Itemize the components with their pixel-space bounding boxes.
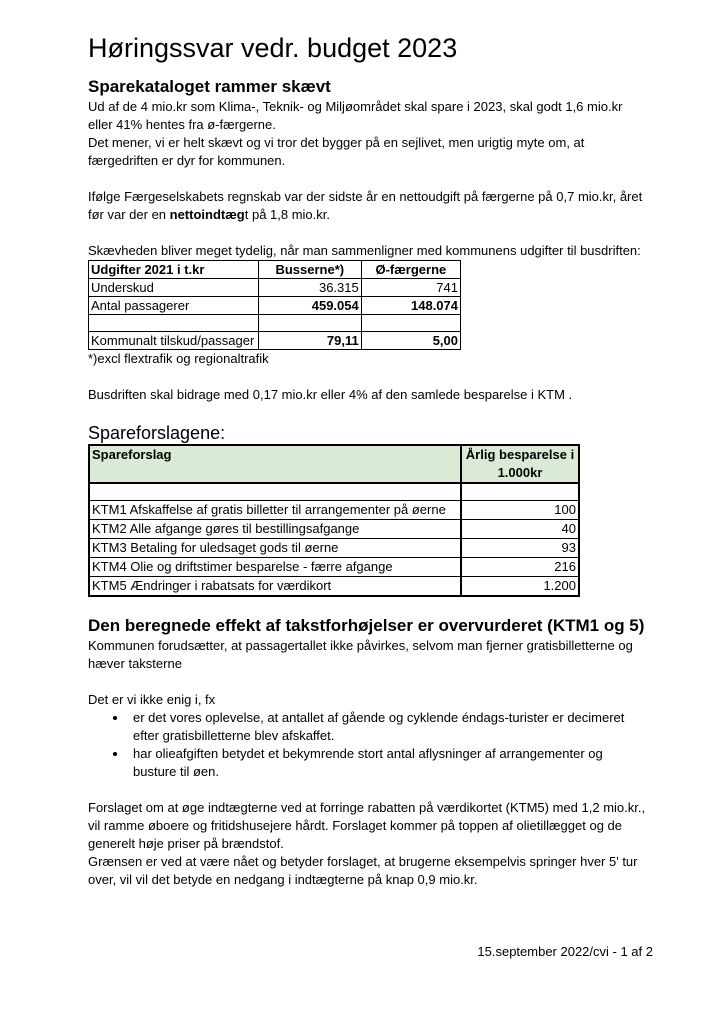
table-cell-label: Antal passagerer — [89, 297, 259, 315]
table-cell-amount: 100 — [461, 501, 579, 520]
bullet-list — [88, 709, 648, 781]
table-header-row — [89, 445, 579, 483]
list-item: • er det vores oplevelse, at antallet af gående og cyklende éndags-turister er decimeret efter gratisbilletterne blev afskaffet. — [128, 709, 648, 745]
section1-paragraph-1: Ud af de 4 mio.kr som Klima-, Teknik- og Miljøområdet skal spare i 2023, skal godt 1,6 mio.kr eller 41% hentes fra ø-færgerne. — [88, 99, 623, 132]
table-row — [89, 279, 461, 297]
table-cell-bus: 79,11 — [258, 332, 361, 350]
table-cell-label: Underskud — [89, 279, 259, 297]
page-title: Høringssvar vedr. budget 2023 — [88, 33, 458, 63]
savings-table — [88, 444, 580, 597]
section3-paragraph-2: Det er vi ikke enig i, fx — [88, 692, 216, 707]
table-cell-ferry: 741 — [361, 279, 460, 297]
p3-text-bold: nettoindtæg — [169, 207, 245, 222]
table-row-blank — [89, 315, 461, 332]
document-page — [88, 30, 648, 889]
table-footnote: *)excl flextrafik og regionaltrafik — [88, 351, 269, 366]
section1-paragraph-4: Skævheden bliver meget tydelig, når man sammenligner med kommunens udgifter til busdriften: — [88, 243, 641, 258]
table-header-cell: Spareforslag — [89, 445, 461, 483]
section3-heading: Den beregnede effekt af takstforhøjelser er overvurderet (KTM1 og 5) — [88, 616, 645, 635]
section2-heading: Spareforslagene: — [88, 423, 226, 443]
table-row — [89, 558, 579, 577]
page-footer: 15.september 2022/cvi - 1 af 2 — [477, 944, 653, 959]
section1-paragraph-5: Busdriften skal bidrage med 0,17 mio.kr eller 4% af den samlede besparelse i KTM . — [88, 387, 573, 402]
table-row — [89, 297, 461, 315]
table-header-cell: Busserne*) — [258, 261, 361, 279]
table-header-cell: Årlig besparelse i 1.000kr — [461, 445, 579, 483]
table-row — [89, 520, 579, 539]
table-cell-label: KTM1 Afskaffelse af gratis billetter til arrangementer på øerne — [89, 501, 461, 520]
table-cell-label: KTM5 Ændringer i rabatsats for værdikort — [89, 577, 461, 597]
table-cell-ferry: 148.074 — [361, 297, 460, 315]
table-cell-bus: 36.315 — [258, 279, 361, 297]
table-cell-label: KTM4 Olie og driftstimer besparelse - færre afgange — [89, 558, 461, 577]
section3-paragraph-3: Forslaget om at øge indtægterne ved at forringe rabatten på værdikortet (KTM5) med 1,2 mio.kr., vil ramme øboere og fritidshusejere hårdt. Forslaget kommer på toppen af olietillægget og de generelt høje priser på brændstof. — [88, 800, 646, 851]
list-item: • har olieafgiften betydet et bekymrende stort antal aflysninger af arrangementer og busture til øen. — [128, 745, 648, 781]
p3-text-pre: Ifølge Færgeselskabets regnskab var der sidste år en nettoudgift på færgerne på 0,7 mio.kr, året før var der en — [88, 189, 643, 222]
table-cell-amount: 216 — [461, 558, 579, 577]
section1-paragraph-3 — [88, 188, 648, 224]
section1-heading: Sparekataloget rammer skævt — [88, 77, 331, 96]
table-row — [89, 501, 579, 520]
expenses-table — [88, 260, 461, 350]
table-cell-label: KTM3 Betaling for uledsaget gods til øerne — [89, 539, 461, 558]
table-cell-amount: 93 — [461, 539, 579, 558]
section1-paragraph-2: Det mener, vi er helt skævt og vi tror det bygger på en sejlivet, men urigtig myte om, at færgedriften er dyr for kommunen. — [88, 135, 585, 168]
section3-paragraph-4: Grænsen er ved at være nået og betyder forslaget, at brugerne eksempelvis springer hver 5' tur over, vil vil det betyde en nedgang i indtægterne på knap 0,9 mio.kr. — [88, 854, 638, 887]
table-cell-label: KTM2 Alle afgange gøres til bestillingsafgange — [89, 520, 461, 539]
table-cell-bus: 459.054 — [258, 297, 361, 315]
section3-paragraph-1: Kommunen forudsætter, at passagertallet ikke påvirkes, selvom man fjerner gratisbilletterne og hæver taksterne — [88, 638, 633, 671]
table-cell-ferry: 5,00 — [361, 332, 460, 350]
table-row-blank — [89, 483, 579, 501]
table-cell-amount: 40 — [461, 520, 579, 539]
table-row — [89, 577, 579, 597]
p3-text-post: t på 1,8 mio.kr. — [244, 207, 330, 222]
table-cell-amount: 1.200 — [461, 577, 579, 597]
table-row — [89, 332, 461, 350]
table-cell-label: Kommunalt tilskud/passager — [89, 332, 259, 350]
table-header-cell: Udgifter 2021 i t.kr — [89, 261, 259, 279]
table-header-row — [89, 261, 461, 279]
table-row — [89, 539, 579, 558]
table-header-cell: Ø-færgerne — [361, 261, 460, 279]
